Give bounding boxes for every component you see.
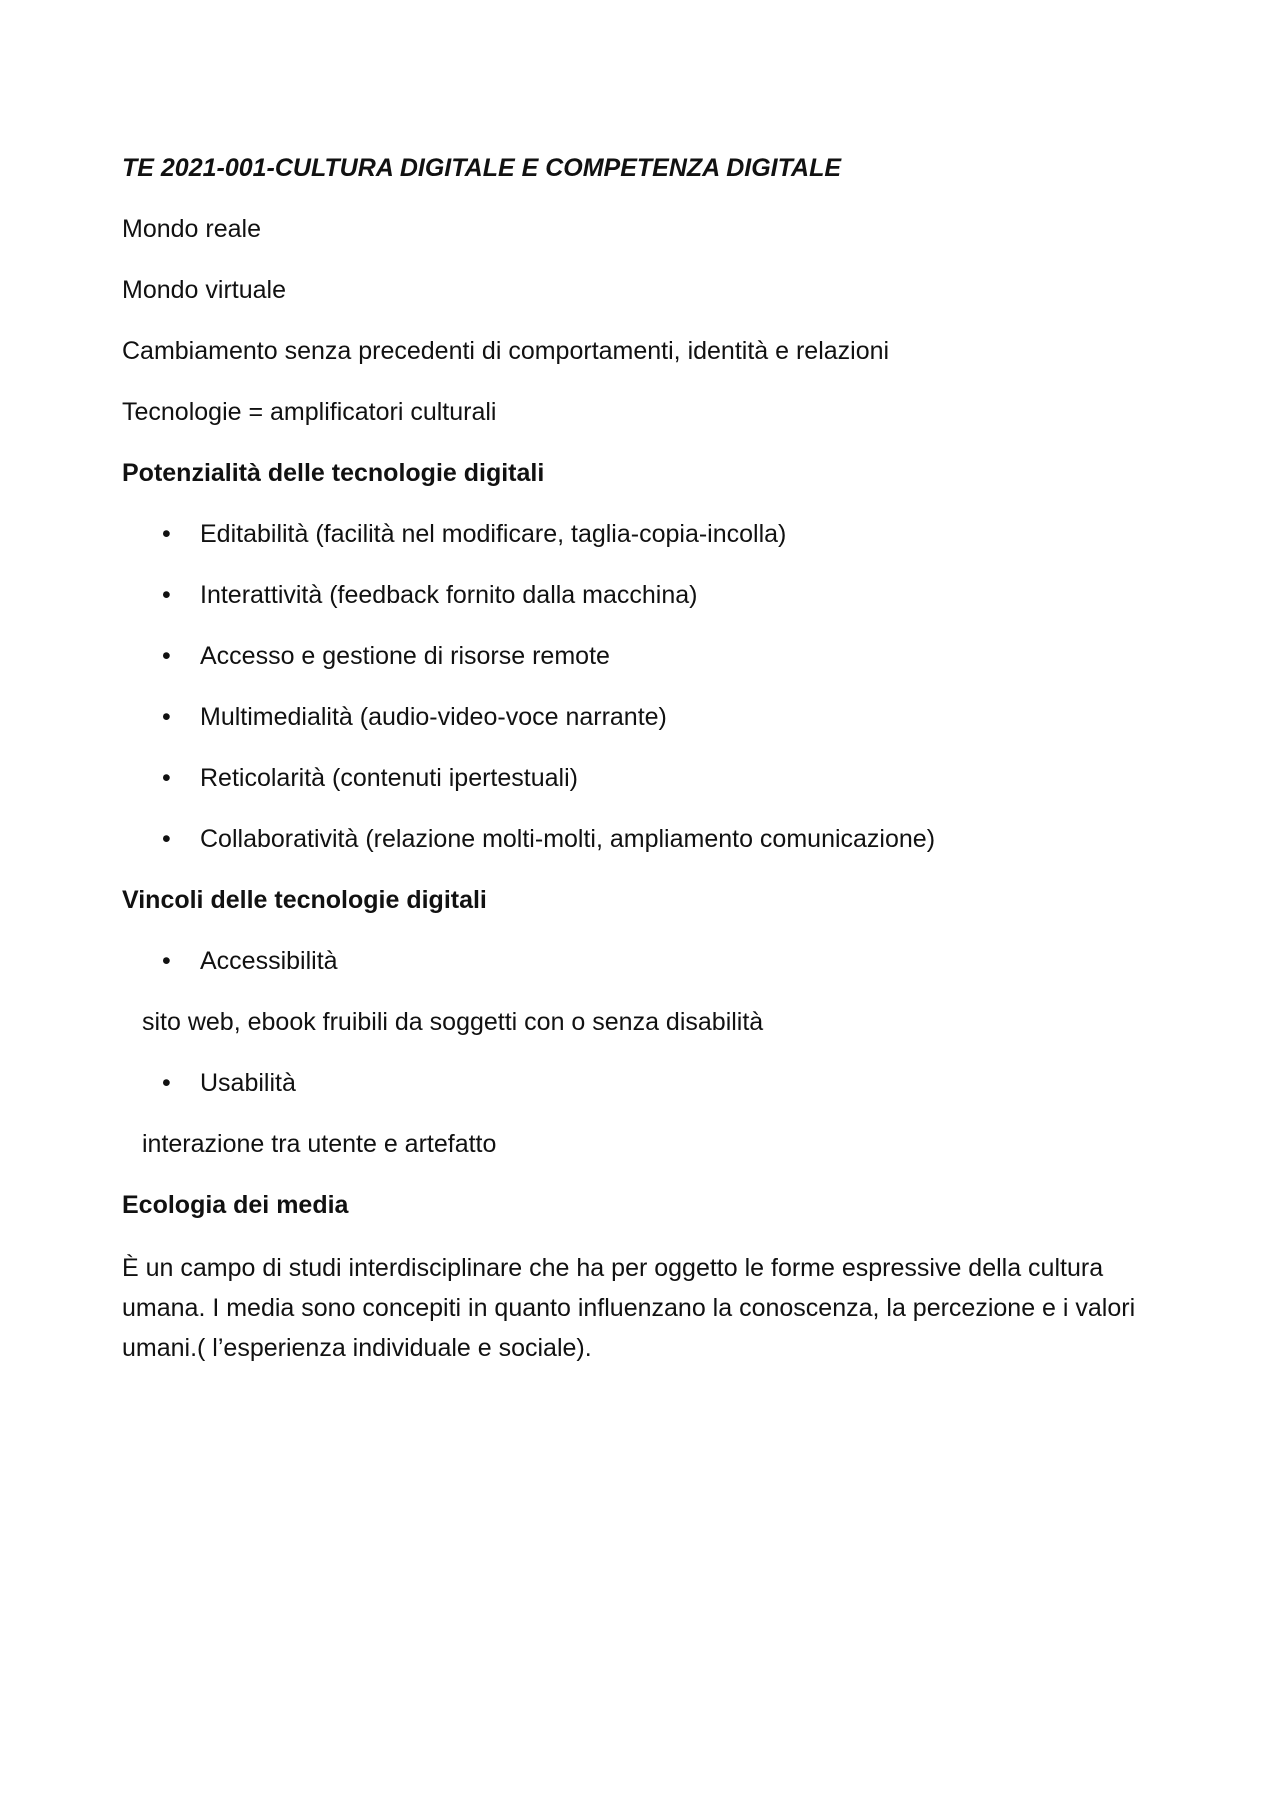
list-item-note: sito web, ebook fruibili da soggetti con o senza disabilità bbox=[142, 1008, 764, 1036]
list-item bbox=[122, 760, 1182, 821]
list-item bbox=[122, 638, 1182, 699]
section-heading-vincoli: Vincoli delle tecnologie digitali bbox=[122, 886, 487, 914]
list-item-text: Multimedialità (audio-video-voce narrante) bbox=[200, 703, 667, 731]
list-item-text: Accessibilità bbox=[200, 947, 338, 975]
bullet-icon: • bbox=[162, 581, 171, 609]
list-item-text: Accesso e gestione di risorse remote bbox=[200, 642, 610, 670]
list-item bbox=[122, 1065, 1182, 1126]
section-heading-potenzialita: Potenzialità delle tecnologie digitali bbox=[122, 459, 545, 487]
list-item bbox=[122, 943, 1182, 1004]
body-paragraph: È un campo di studi interdisciplinare che ha per oggetto le forme espressive della cultura umana. I media sono concepiti in quanto influenzano la conoscenza, la percezione e i valori umani.( l’esperienza individuale e sociale). bbox=[122, 1254, 1136, 1362]
list-item-text: Collaboratività (relazione molti-molti, ampliamento comunicazione) bbox=[200, 825, 936, 853]
bullet-icon: • bbox=[162, 825, 171, 853]
text-line-tecnologie: Tecnologie = amplificatori culturali bbox=[122, 398, 497, 426]
document-content bbox=[122, 150, 1182, 1368]
bullet-icon: • bbox=[162, 947, 171, 975]
bullet-icon: • bbox=[162, 703, 171, 731]
bullet-icon: • bbox=[162, 1069, 171, 1097]
list-item-text: Usabilità bbox=[200, 1069, 296, 1097]
list-item-text: Editabilità (facilità nel modificare, taglia-copia-incolla) bbox=[200, 520, 787, 548]
bullet-icon: • bbox=[162, 520, 171, 548]
list-item bbox=[122, 699, 1182, 760]
text-line-mondo-reale: Mondo reale bbox=[122, 215, 261, 243]
list-item-text: Reticolarità (contenuti ipertestuali) bbox=[200, 764, 578, 792]
bullet-icon: • bbox=[162, 642, 171, 670]
section-heading-ecologia: Ecologia dei media bbox=[122, 1191, 349, 1219]
list-item bbox=[122, 577, 1182, 638]
text-line-mondo-virtuale: Mondo virtuale bbox=[122, 276, 286, 304]
document-title: TE 2021-001-CULTURA DIGITALE E COMPETENZA DIGITALE bbox=[122, 154, 842, 182]
text-line-cambiamento: Cambiamento senza precedenti di comportamenti, identità e relazioni bbox=[122, 337, 890, 365]
list-item bbox=[122, 821, 1182, 882]
list-item-text: Interattività (feedback fornito dalla macchina) bbox=[200, 581, 698, 609]
bullet-icon: • bbox=[162, 764, 171, 792]
list-item bbox=[122, 516, 1182, 577]
list-item-note: interazione tra utente e artefatto bbox=[142, 1130, 497, 1158]
